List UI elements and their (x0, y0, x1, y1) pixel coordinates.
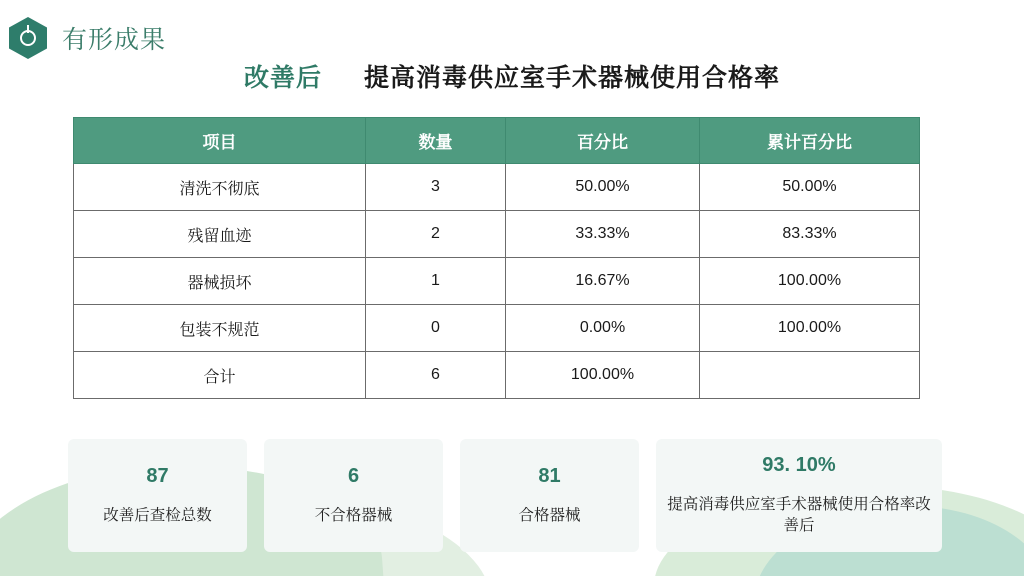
kpi-value: 87 (146, 464, 169, 487)
table-cell: 50.00% (700, 164, 920, 211)
kpi-card (68, 439, 247, 552)
table-header-cell: 累计百分比 (700, 118, 920, 164)
kpi-value: 81 (538, 464, 561, 487)
table-row (74, 211, 920, 258)
table-header-row (74, 118, 920, 164)
table-header-cell: 项目 (74, 118, 366, 164)
table-row (74, 305, 920, 352)
kpi-card (460, 439, 639, 552)
table-cell (700, 352, 920, 399)
table-cell: 清洗不彻底 (74, 164, 366, 211)
table-cell: 0 (366, 305, 506, 352)
table-cell: 33.33% (506, 211, 700, 258)
table-cell: 0.00% (506, 305, 700, 352)
table-row (74, 352, 920, 399)
table-cell: 器械损坏 (74, 258, 366, 305)
kpi-label: 不合格器械 (314, 506, 393, 524)
hexagon-badge-icon (8, 16, 48, 60)
slide-title (0, 58, 1024, 94)
table-cell: 包装不规范 (74, 305, 366, 352)
table-cell: 3 (366, 164, 506, 211)
table-row (74, 258, 920, 305)
table-header-cell: 百分比 (506, 118, 700, 164)
kpi-card (656, 439, 942, 552)
kpi-label: 改善后查检总数 (103, 506, 212, 524)
table-cell: 6 (366, 352, 506, 399)
table-cell: 83.33% (700, 211, 920, 258)
kpi-label: 合格器械 (518, 506, 581, 524)
results-table-container (73, 117, 919, 399)
table-cell: 1 (366, 258, 506, 305)
kpi-value: 6 (347, 464, 360, 487)
header-title: 有形成果 (62, 26, 167, 54)
table-cell: 50.00% (506, 164, 700, 211)
title-prefix: 改善后 (243, 64, 322, 92)
kpi-value: 93. 10% (762, 454, 836, 477)
table-cell: 2 (366, 211, 506, 258)
kpi-label: 提高消毒供应室手术器械使用合格率改善后 (667, 496, 931, 534)
title-main: 提高消毒供应室手术器械使用合格率 (364, 64, 781, 92)
table-cell: 100.00% (700, 258, 920, 305)
table-cell: 残留血迹 (74, 211, 366, 258)
slide-header (8, 16, 166, 60)
table-cell: 100.00% (700, 305, 920, 352)
table-cell: 合计 (74, 352, 366, 399)
kpi-card-row (68, 439, 942, 552)
table-header-cell: 数量 (366, 118, 506, 164)
results-table (73, 117, 920, 399)
table-row (74, 164, 920, 211)
table-cell: 16.67% (506, 258, 700, 305)
kpi-card (264, 439, 443, 552)
table-cell: 100.00% (506, 352, 700, 399)
